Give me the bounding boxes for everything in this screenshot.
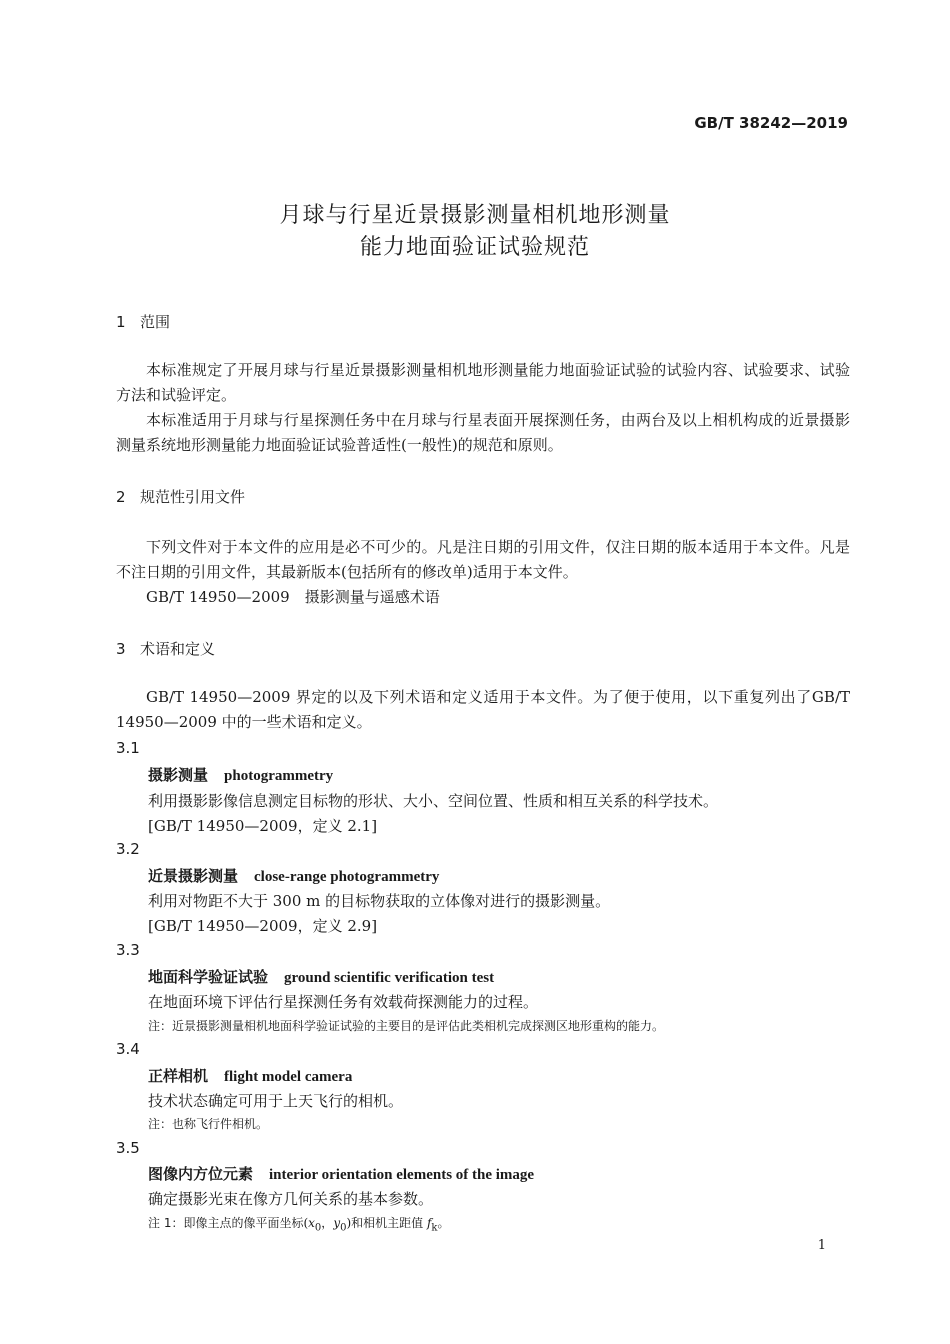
math-var: f	[426, 1216, 432, 1230]
term-number: 3.5	[116, 1139, 140, 1157]
term-heading	[148, 865, 439, 886]
note-text: 近景摄影测量相机地面科学验证试验的主要目的是评估此类相机完成探测区地形重构的能力。	[172, 1019, 665, 1033]
page-number: 1	[817, 1238, 826, 1253]
term-cn: 正样相机	[148, 1067, 209, 1085]
section-3-body	[116, 685, 850, 735]
term-en: flight model camera	[224, 1069, 353, 1085]
term-heading	[148, 966, 494, 987]
term-number: 3.1	[116, 739, 140, 757]
term-cn: 近景摄影测量	[148, 867, 239, 885]
section-title: 范围	[140, 313, 171, 331]
note-text: 。	[437, 1216, 450, 1230]
section-number: 1	[116, 313, 126, 331]
term-definition: 确定摄影光束在像方几何关系的基本参数。	[148, 1190, 434, 1208]
document-title-line1: 月球与行星近景摄影测量相机地形测量	[279, 203, 671, 228]
term-en: ground scientific verification test	[284, 970, 495, 986]
term-definition: 技术状态确定可用于上天飞行的相机。	[148, 1092, 404, 1110]
reference-entry: GB/T 14950—2009 摄影测量与遥感术语	[146, 588, 440, 606]
term-cn: 地面科学验证试验	[148, 968, 269, 986]
math-subscript: k	[431, 1222, 438, 1234]
note-label: 注：	[148, 1019, 173, 1033]
section-number: 3	[116, 640, 126, 658]
term-source: [GB/T 14950—2009，定义 2.9]	[148, 917, 378, 935]
note-text: 即像主点的像平面坐标(	[183, 1216, 309, 1230]
note-label: 注：	[148, 1117, 173, 1131]
math-var: y	[333, 1216, 341, 1230]
term-heading	[148, 764, 333, 785]
section-1-body	[116, 358, 850, 458]
term-cn: 摄影测量	[148, 766, 209, 784]
section-2-body	[116, 535, 850, 610]
note-text: )和相机主距值	[346, 1216, 427, 1230]
paragraph: 本标准适用于月球与行星探测任务中在月球与行星表面开展探测任务，由两台及以上相机构成的近景摄影测量系统地形测量能力地面验证试验普适性(一般性)的规范和原则。	[116, 411, 850, 454]
paragraph: 本标准规定了开展月球与行星近景摄影测量相机地形测量能力地面验证试验的试验内容、试验要求、试验方法和试验评定。	[116, 361, 850, 404]
note-text: 也称飞行件相机。	[172, 1117, 269, 1131]
term-note	[148, 1115, 268, 1132]
math-subscript: 0	[340, 1222, 347, 1234]
term-source: [GB/T 14950—2009，定义 2.1]	[148, 817, 378, 835]
term-definition: 在地面环境下评估行星探测任务有效载荷探测能力的过程。	[148, 993, 539, 1011]
term-definition: 利用摄影影像信息测定目标物的形状、大小、空间位置、性质和相互关系的科学技术。	[148, 792, 719, 810]
term-definition: 利用对物距不大于 300 m 的目标物获取的立体像对进行的摄影测量。	[148, 892, 611, 910]
term-number: 3.2	[116, 840, 140, 858]
term-note	[148, 1214, 450, 1233]
term-en: close-range photogrammetry	[254, 869, 440, 885]
section-title: 规范性引用文件	[140, 488, 246, 506]
document-title-line2: 能力地面验证试验规范	[359, 235, 590, 260]
section-3-heading	[116, 638, 215, 659]
term-en: photogrammetry	[224, 768, 334, 784]
term-number: 3.4	[116, 1040, 140, 1058]
paragraph: GB/T 14950—2009 界定的以及下列术语和定义适用于本文件。为了便于使用，以下重复列出了GB/T 14950—2009 中的一些术语和定义。	[116, 688, 850, 731]
math-subscript: 0	[314, 1222, 322, 1234]
note-label: 注 1：	[148, 1216, 184, 1230]
paragraph: 下列文件对于本文件的应用是必不可少的。凡是注日期的引用文件，仅注日期的版本适用于本文件。凡是不注日期的引用文件，其最新版本(包括所有的修改单)适用于本文件。	[116, 538, 850, 581]
term-en: interior orientation elements of the image	[269, 1167, 535, 1183]
term-number: 3.3	[116, 941, 140, 959]
math-var: x	[308, 1216, 315, 1230]
section-title: 术语和定义	[140, 640, 216, 658]
term-heading	[148, 1163, 534, 1184]
section-1-heading	[116, 311, 170, 332]
section-number: 2	[116, 488, 126, 506]
term-note	[148, 1017, 664, 1034]
section-2-heading	[116, 486, 245, 507]
standard-code: GB/T 38242—2019	[694, 114, 848, 132]
term-heading	[148, 1065, 352, 1086]
note-text: ，	[321, 1216, 334, 1230]
term-cn: 图像内方位元素	[148, 1165, 254, 1183]
